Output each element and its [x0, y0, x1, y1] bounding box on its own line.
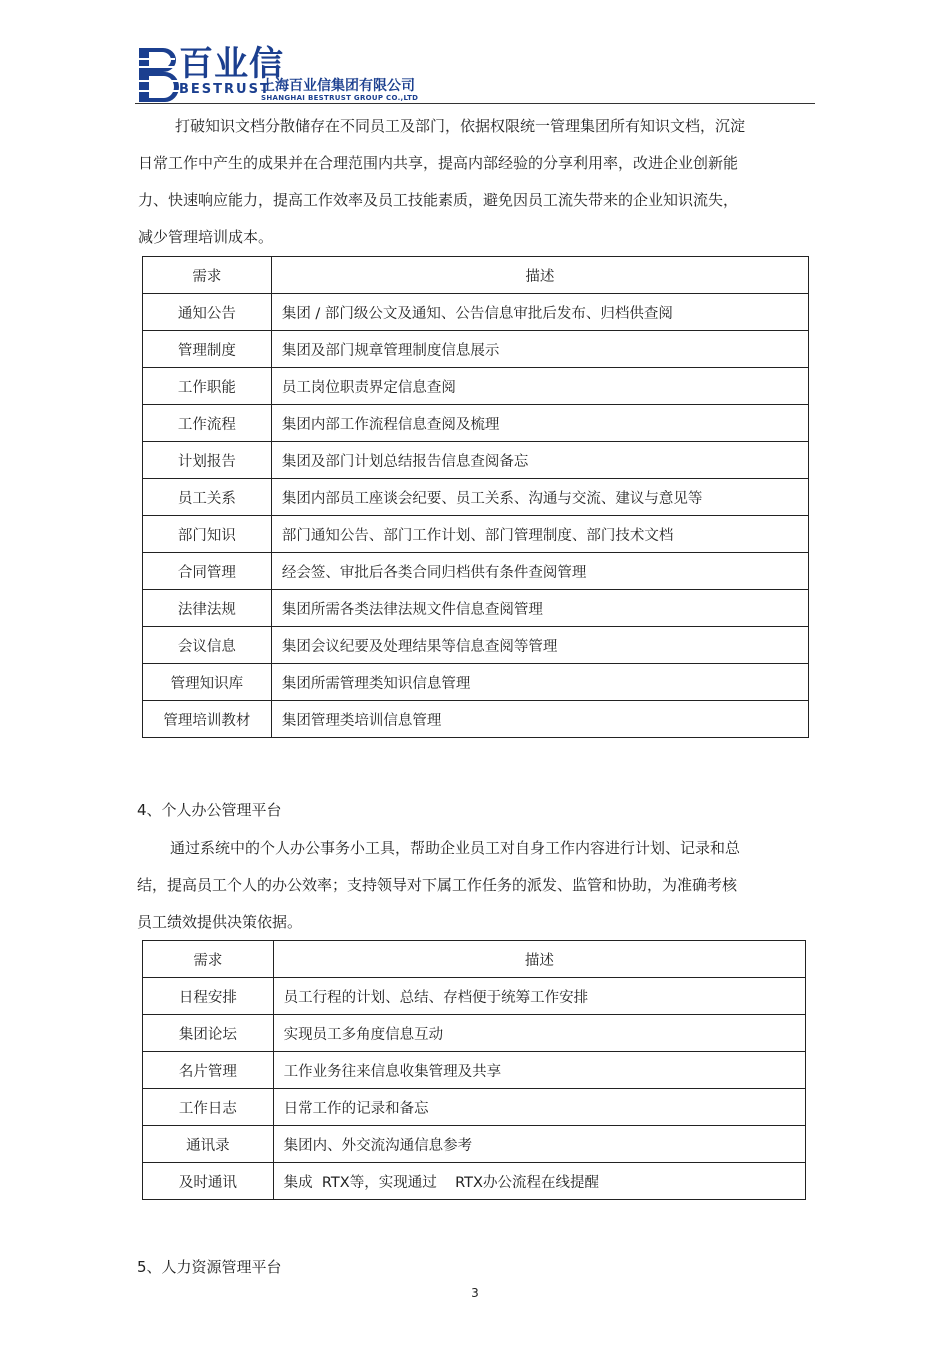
- description-cell: 集团及部门规章管理制度信息展示: [271, 331, 808, 368]
- table-row: [143, 1052, 806, 1089]
- description-cell: 员工岗位职责界定信息查阅: [271, 368, 808, 405]
- section-4-line: 员工绩效提供决策依据。: [137, 913, 303, 931]
- description-cell: 实现员工多角度信息互动: [273, 1015, 805, 1052]
- page-header: [135, 38, 815, 104]
- table-row: [143, 1126, 806, 1163]
- table-row: [143, 479, 809, 516]
- table-row: [143, 442, 809, 479]
- column-header: 描述: [273, 941, 805, 978]
- table-row: [143, 627, 809, 664]
- table-row: [143, 978, 806, 1015]
- intro-line: 日常工作中产生的成果并在合理范围内共享，提高内部经验的分享利用率，改进企业创新能: [138, 154, 739, 172]
- personal-office-table: [142, 940, 806, 1200]
- section-4-title: 4、个人办公管理平台: [137, 801, 282, 819]
- description-cell: 集团管理类培训信息管理: [271, 701, 808, 738]
- description-cell: 工作业务往来信息收集管理及共享: [273, 1052, 805, 1089]
- requirement-cell: 员工关系: [143, 479, 272, 516]
- intro-line: 打破知识文档分散储存在不同员工及部门，依据权限统一管理集团所有知识文档，沉淀: [175, 117, 746, 135]
- description-cell: 集团及部门计划总结报告信息查阅备忘: [271, 442, 808, 479]
- table-row: [143, 405, 809, 442]
- requirement-cell: 及时通讯: [143, 1163, 274, 1200]
- table-row: [143, 1089, 806, 1126]
- logo-chinese-name: 百业信: [179, 44, 284, 84]
- section-4-line: 结，提高员工个人的办公效率；支持领导对下属工作任务的派发、监管和协助，为准确考核: [137, 876, 738, 894]
- table-header-row: [143, 257, 809, 294]
- column-header: 需求: [143, 941, 274, 978]
- section-4-line: 通过系统中的个人办公事务小工具，帮助企业员工对自身工作内容进行计划、记录和总: [170, 839, 741, 857]
- requirement-cell: 管理制度: [143, 331, 272, 368]
- table-row: [143, 516, 809, 553]
- column-header: 需求: [143, 257, 272, 294]
- description-cell: 日常工作的记录和备忘: [273, 1089, 805, 1126]
- section-5-title: 5、人力资源管理平台: [137, 1258, 282, 1276]
- page-number: 3: [471, 1286, 479, 1300]
- description-cell: 集团会议纪要及处理结果等信息查阅等管理: [271, 627, 808, 664]
- table-row: [143, 331, 809, 368]
- table-row: [143, 368, 809, 405]
- requirement-cell: 法律法规: [143, 590, 272, 627]
- company-chinese-name: 上海百业信集团有限公司: [261, 78, 415, 94]
- company-english-name: SHANGHAI BESTRUST GROUP CO.,LTD: [261, 94, 419, 102]
- column-header: 描述: [271, 257, 808, 294]
- requirement-cell: 工作日志: [143, 1089, 274, 1126]
- description-cell: 集团内部员工座谈会纪要、员工关系、沟通与交流、建议与意见等: [271, 479, 808, 516]
- requirement-cell: 日程安排: [143, 978, 274, 1015]
- table-header-row: [143, 941, 806, 978]
- table-row: [143, 1015, 806, 1052]
- description-cell: 集团内、外交流沟通信息参考: [273, 1126, 805, 1163]
- table-row: [143, 553, 809, 590]
- table-row: [143, 294, 809, 331]
- intro-line: 减少管理培训成本。: [138, 228, 274, 246]
- requirement-cell: 合同管理: [143, 553, 272, 590]
- requirement-cell: 通讯录: [143, 1126, 274, 1163]
- description-cell: 集团所需管理类知识信息管理: [271, 664, 808, 701]
- table-row: [143, 701, 809, 738]
- description-cell: 集团所需各类法律法规文件信息查阅管理: [271, 590, 808, 627]
- requirement-cell: 管理知识库: [143, 664, 272, 701]
- requirement-cell: 工作流程: [143, 405, 272, 442]
- requirement-cell: 名片管理: [143, 1052, 274, 1089]
- knowledge-requirements-table: [142, 256, 809, 738]
- description-cell: 集成 RTX等，实现通过 RTX办公流程在线提醒: [273, 1163, 805, 1200]
- description-cell: 经会签、审批后各类合同归档供有条件查阅管理: [271, 553, 808, 590]
- table-row: [143, 1163, 806, 1200]
- table-row: [143, 664, 809, 701]
- table-row: [143, 590, 809, 627]
- requirement-cell: 会议信息: [143, 627, 272, 664]
- requirement-cell: 计划报告: [143, 442, 272, 479]
- intro-line: 力、快速响应能力，提高工作效率及员工技能素质，避免因员工流失带来的企业知识流失，: [138, 191, 739, 209]
- logo-english-name: BESTRUST: [179, 82, 271, 97]
- description-cell: 集团 / 部门级公文及通知、公告信息审批后发布、归档供查阅: [271, 294, 808, 331]
- description-cell: 集团内部工作流程信息查阅及梳理: [271, 405, 808, 442]
- description-cell: 员工行程的计划、总结、存档便于统筹工作安排: [273, 978, 805, 1015]
- requirement-cell: 部门知识: [143, 516, 272, 553]
- requirement-cell: 工作职能: [143, 368, 272, 405]
- requirement-cell: 集团论坛: [143, 1015, 274, 1052]
- description-cell: 部门通知公告、部门工作计划、部门管理制度、部门技术文档: [271, 516, 808, 553]
- requirement-cell: 管理培训教材: [143, 701, 272, 738]
- requirement-cell: 通知公告: [143, 294, 272, 331]
- header-divider: [135, 103, 815, 104]
